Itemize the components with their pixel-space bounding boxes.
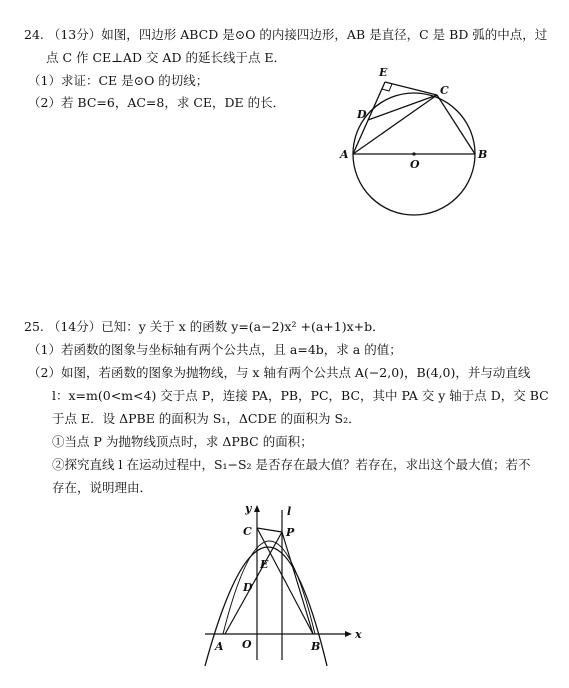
segment-cd — [368, 95, 437, 120]
q25-line-7: ②探究直线 l 在运动过程中，S₁−S₂ 是否存在最大值？若存在，求出这个最大值；若不 — [52, 457, 531, 472]
q24-line-2: 点 C 作 CE⊥AD 交 AD 的延长线于点 E． — [46, 50, 287, 65]
q25-line-5: 于点 E．设 ΔPBE 的面积为 S₁，ΔCDE 的面积为 S₂． — [52, 411, 361, 426]
label-l: l — [287, 505, 292, 518]
label-a: A — [215, 640, 224, 653]
label-e: E — [260, 558, 269, 571]
label-o: O — [410, 158, 420, 171]
q24-line-3: （1）求证：CE 是⊙O 的切线； — [28, 73, 209, 88]
label-e: E — [379, 66, 388, 79]
label-b: B — [311, 640, 321, 653]
segment-pc — [257, 528, 282, 532]
label-c: C — [440, 84, 449, 97]
q24-line-1: 24. （13分）如图，四边形 ABCD 是⊙O 的内接四边形，AB 是直径，C 是 BD 弧的中点，过 — [24, 27, 548, 42]
point-o — [412, 152, 415, 155]
q25-line-6: ①当点 P 为抛物线顶点时，求 ΔPBC 的面积； — [52, 434, 313, 449]
q25-line-3: （2）如图，若函数的图象为抛物线，与 x 轴有两个公共点 A(−2,0)，B(4,0)，并与动直线 — [28, 365, 531, 380]
label-x: x — [355, 628, 362, 641]
x-axis-arrow — [345, 631, 352, 637]
label-p: P — [286, 526, 295, 539]
label-y: y — [245, 502, 252, 515]
q25-line-2: （1）若函数的图象与坐标轴有两个公共点，且 a=4b，求 a 的值； — [28, 342, 402, 357]
y-axis-arrow — [254, 505, 260, 512]
q25-line-8: 存在，说明理由． — [52, 480, 153, 495]
q24-circle-figure — [330, 60, 500, 240]
segment-cb — [437, 95, 475, 154]
label-c: C — [243, 525, 252, 538]
label-o: O — [242, 638, 252, 651]
label-b: B — [478, 148, 488, 161]
q25-line-1: 25. （14分）已知：y 关于 x 的函数 y=(a−2)x² +(a+1)x+b． — [24, 319, 385, 334]
q24-line-4: （2）若 BC=6，AC=8，求 CE，DE 的长． — [28, 95, 286, 110]
label-a: A — [340, 148, 349, 161]
label-d: D — [243, 581, 253, 594]
q25-parabola-figure — [195, 498, 365, 668]
q25-line-4: l：x=m(0<m<4) 交于点 P，连接 PA，PB，PC，BC，其中 PA 交 y 轴于点 D，交 BC — [52, 388, 549, 403]
label-d: D — [357, 108, 367, 121]
